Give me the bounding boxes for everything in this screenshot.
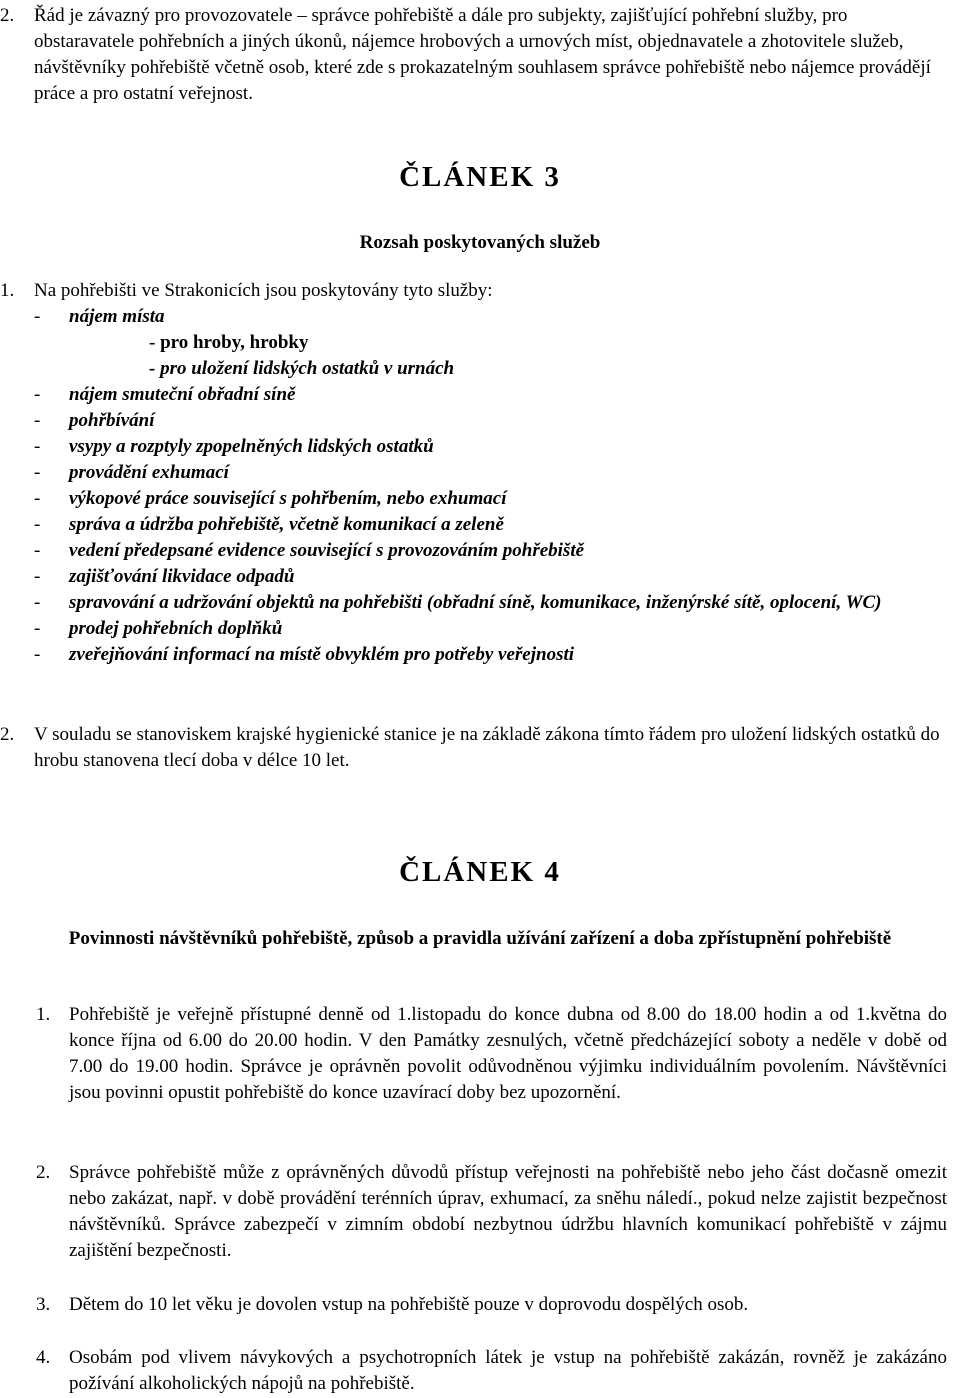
article-3-item-2-text: V souladu se stanoviskem krajské hygienické stanice je na základě zákona tímto řádem pro uložení lidských ostatků do hrobu stanovena tlecí doba v délce 10 let.: [34, 724, 940, 771]
list-item: [0, 304, 945, 330]
list-dash: -: [34, 410, 41, 431]
list-item: [0, 382, 945, 408]
sub-list-item: [0, 330, 945, 356]
list-item-number: 4.: [36, 1347, 51, 1368]
article-3-subheading: Rozsah poskytovaných služeb: [359, 232, 601, 253]
list-item: [0, 590, 945, 616]
service-text: vsypy a rozptyly zpopelněných lidských ostatků: [69, 436, 434, 457]
service-text: nájem místa: [69, 306, 165, 327]
service-text: nájem smuteční obřadní síně: [69, 384, 296, 405]
article-3-item-1-intro: Na pohřebišti ve Strakonicích jsou poskytovány tyto služby:: [34, 280, 493, 301]
service-text: správa a údržba pohřebiště, včetně komunikací a zeleně: [69, 514, 504, 535]
list-item: [0, 408, 945, 434]
top-paragraph-number: 2.: [0, 5, 15, 26]
list-dash: -: [34, 306, 41, 327]
list-item: [0, 460, 945, 486]
service-text: vedení předepsané evidence související s provozováním pohřebiště: [69, 540, 585, 561]
list-item: [0, 1292, 960, 1318]
top-paragraph: [0, 3, 945, 107]
article-3-item-2-number: 2.: [0, 724, 15, 745]
list-item: [0, 512, 945, 538]
subservice-text: - pro uložení lidských ostatků v urnách: [149, 358, 455, 379]
article-3-item-1-number: 1.: [0, 280, 15, 301]
service-text: provádění exhumací: [69, 462, 229, 483]
list-item: [0, 538, 945, 564]
article-4-list: [0, 1002, 960, 1106]
article-4-list: [0, 1160, 960, 1264]
list-dash: -: [34, 384, 41, 405]
list-dash: -: [34, 514, 41, 535]
service-text: pohřbívání: [69, 410, 155, 431]
service-text: zajišťování likvidace odpadů: [69, 566, 295, 587]
list-item-number: 1.: [36, 1004, 51, 1025]
article-3-item-2: [0, 722, 945, 774]
list-item: [0, 616, 945, 642]
list-item: [0, 486, 945, 512]
top-paragraph-text: Řád je závazný pro provozovatele – správce pohřebiště a dále pro subjekty, zajišťující pohřební služby, pro obstaravatele pohřebních a jiných úkonů, nájemce hrobových a urnových míst, objednavatele a zhotovitele služeb, návštěvníky pohřebiště včetně osob, které zde s prokazatelným souhlasem správce pohřebiště nebo nájemce provádějí práce a pro ostatní veřejnost.: [34, 5, 931, 104]
list-dash: -: [34, 592, 41, 613]
subservice-text: - pro hroby, hrobky: [149, 332, 309, 353]
list-item-number: 3.: [36, 1294, 51, 1315]
service-text: prodej pohřebních doplňků: [69, 618, 283, 639]
service-text: spravování a udržování objektů na pohřebišti (obřadní síně, komunikace, inženýrské sítě, oplocení, WC): [69, 592, 882, 613]
list-item: [0, 1160, 960, 1264]
list-dash: -: [34, 566, 41, 587]
article-3-item-1: [0, 278, 945, 304]
service-text: zveřejňování informací na místě obvyklém pro potřeby veřejnosti: [69, 644, 575, 665]
article-3-heading: ČLÁNEK 3: [399, 161, 561, 193]
list-item-text: Dětem do 10 let věku je dovolen vstup na pohřebiště pouze v doprovodu dospělých osob.: [69, 1294, 749, 1315]
list-dash: -: [34, 618, 41, 639]
list-dash: -: [34, 462, 41, 483]
list-dash: -: [34, 436, 41, 457]
list-item: [0, 434, 945, 460]
article-4-list: [0, 1345, 960, 1397]
services-list: [0, 304, 945, 668]
list-item-text: Pohřebiště je veřejně přístupné denně od 1.listopadu do konce dubna od 8.00 do 18.00 hodin a od 1.května do konce října od 6.00 do 20.00 hodin. V den Památky zesnulých, včetně předcházející soboty a neděle v době od 7.00 do 19.00 hodin. Správce je oprávněn povolit odůvodněnou výjimku individuálním povolením. Návštěvníci jsou povinni opustit pohřebiště do konce uzavírací doby bez upozornění.: [69, 1004, 947, 1103]
list-item: [0, 564, 945, 590]
list-dash: -: [34, 540, 41, 561]
sub-list-item: [0, 356, 945, 382]
list-item-number: 2.: [36, 1162, 51, 1183]
service-text: výkopové práce související s pohřbením, nebo exhumací: [69, 488, 507, 509]
article-4-subheading: Povinnosti návštěvníků pohřebiště, způsob a pravidla užívání zařízení a doba zpřístupnění pohřebiště: [68, 928, 892, 949]
list-item: [0, 642, 945, 668]
article-4-list: [0, 1292, 960, 1318]
list-dash: -: [34, 644, 41, 665]
list-item-text: Osobám pod vlivem návykových a psychotropních látek je vstup na pohřebiště zakázán, rovněž je zakázáno požívání alkoholických nápojů na pohřebiště.: [69, 1347, 947, 1394]
list-dash: -: [34, 488, 41, 509]
list-item: [0, 1002, 960, 1106]
list-item-text: Správce pohřebiště může z oprávněných důvodů přístup veřejnosti na pohřebiště nebo jeho část dočasně omezit nebo zakázat, např. v době provádění terénních úprav, exhumací, za sněhu náledí., pokud nelze zajistit bezpečnost návštěvníků. Správce zabezpečí v zimním období nezbytnou údržbu hlavních komunikací pohřebiště v zájmu zajištění bezpečnosti.: [69, 1162, 947, 1261]
list-item: [0, 1345, 960, 1397]
article-4-heading: ČLÁNEK 4: [399, 856, 561, 888]
